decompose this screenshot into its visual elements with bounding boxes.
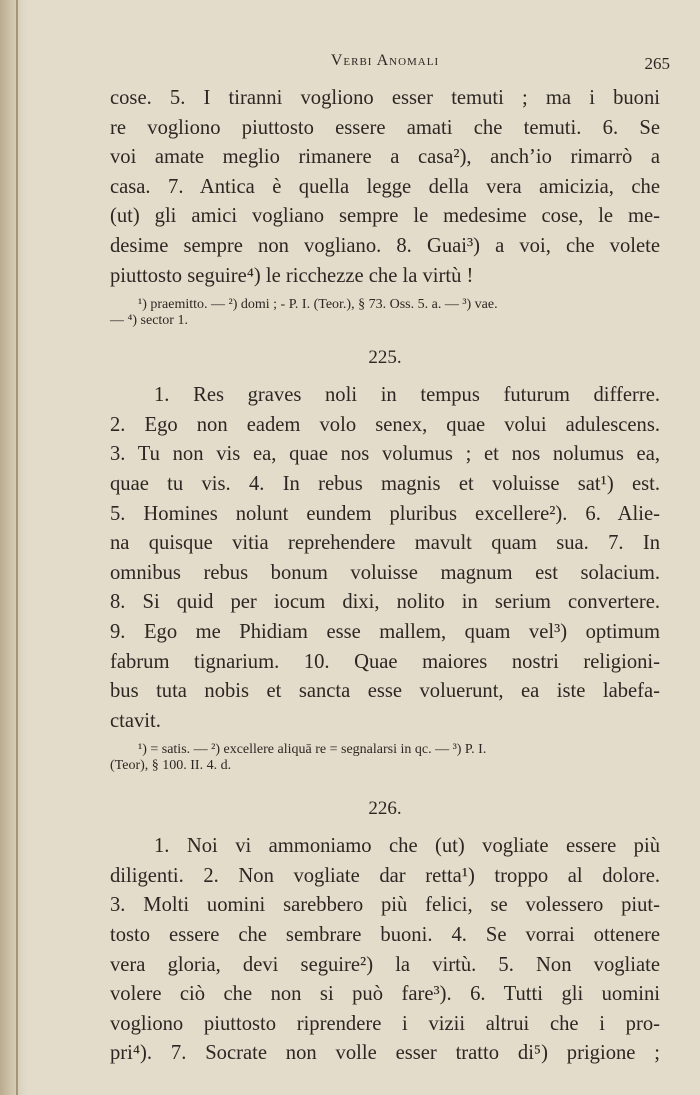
text-line: (ut) gli amici vogliano sempre le medesime cose, le me- [110,205,660,228]
text-line: cose. 5. I tiranni vogliono esser temuti ; ma i buoni [110,87,660,109]
exercise-225 [110,381,660,736]
book-gutter [0,0,28,1095]
running-head: Verbi Anomali [330,52,440,69]
text-line: quae tu vis. 4. In rebus magnis et voluisse sat¹) est. [110,472,660,495]
text-line: tosto essere che sembrare buoni. 4. Se vorrai ottenere [110,924,660,947]
text-line: diligenti. 2. Non vogliate dar retta¹) troppo al dolore. [110,864,660,887]
footnote-line: (Teor), § 100. II. 4. d. [110,758,232,774]
footnote-line: — ⁴) sector 1. [110,313,188,329]
section-number-225: 225. [368,347,402,369]
text-line: 2. Ego non eadem volo senex, quae volui adulescens. [110,413,660,436]
section-number-226: 226. [368,798,402,820]
text-line: 1. Noi vi ammoniamo che (ut) vogliate essere più [154,835,660,858]
text-line: 1. Res graves noli in tempus futurum differre. [154,384,660,407]
footnotes-224 [110,297,660,329]
text-line: fabrum tignarium. 10. Quae maiores nostri religioni- [110,650,660,673]
text-line: vogliono piuttosto riprendere i vizii altrui che i pro- [110,1012,660,1035]
footnote-line: ¹) praemitto. — ²) domi ; - P. I. (Teor.), § 73. Oss. 5. a. — ³) vae. [138,297,498,313]
text-line: omnibus rebus bonum voluisse magnum est solacium. [110,561,660,584]
text-line: 9. Ego me Phidiam esse mallem, quam vel³) optimum [110,620,660,643]
text-line: 3. Molti uomini sarebbero più felici, se volessero piut- [110,894,660,917]
exercise-224-continuation [110,84,660,291]
text-line: ctavit. [110,709,161,732]
text-line: voi amate meglio rimanere a casa²), anch’io rimarrò a [110,146,660,169]
text-line: re vogliono piuttosto essere amati che temuti. 6. Se [110,116,660,139]
text-line: desime sempre non vogliano. 8. Guai³) a voi, che volete [110,234,660,257]
text-line: 5. Homines nolunt eundem pluribus excellere²). 6. Alie- [110,502,660,525]
text-line: na quisque vitia reprehendere mavult quam sua. 7. In [110,532,660,555]
gutter-edge [16,0,18,1095]
text-line: 8. Si quid per iocum dixi, nolito in serium convertere. [110,591,660,614]
text-line: pri⁴). 7. Socrate non volle esser tratto di⁵) prigione ; [110,1042,660,1065]
text-line: 3. Tu non vis ea, quae nos volumus ; et nos nolumus ea, [110,443,660,466]
exercise-226 [110,832,660,1069]
page-number: 265 [644,54,670,73]
book-page [110,42,670,1069]
footnotes-225 [110,742,660,774]
text-line: volere ciò che non si può fare³). 6. Tutti gli uomini [110,983,660,1006]
page-header [110,42,670,84]
text-line: casa. 7. Antica è quella legge della vera amicizia, che [110,175,660,198]
footnote-line: ¹) = satis. — ²) excellere aliquā re = segnalarsi in qc. — ³) P. I. [138,742,487,758]
text-line: piuttosto seguire⁴) le ricchezze che la virtù ! [110,264,474,287]
text-line: bus tuta nobis et sancta esse voluerunt, ea iste labefa- [110,680,660,703]
text-line: vera gloria, devi seguire²) la virtù. 5. Non vogliate [110,953,660,976]
